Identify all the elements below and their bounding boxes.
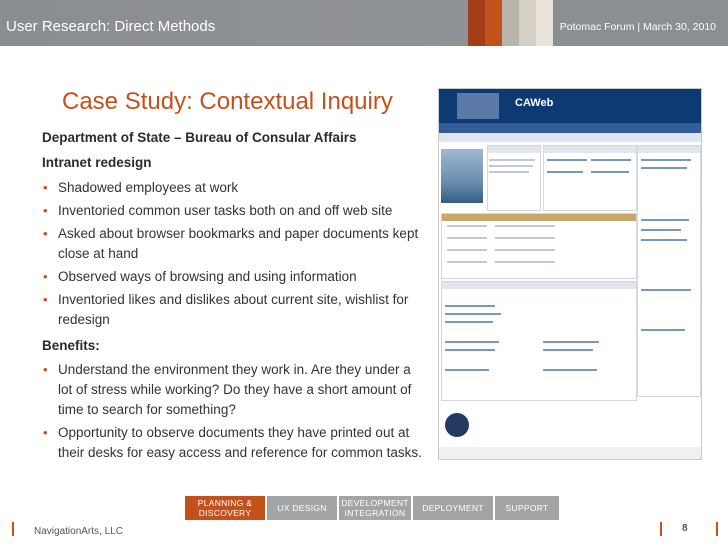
bullet-text: Inventoried likes and dislikes about current site, wishlist for redesign bbox=[58, 292, 409, 327]
state-department-seal-icon bbox=[445, 413, 469, 437]
slide-title: Case Study: Contextual Inquiry bbox=[62, 88, 393, 115]
screenshot-box-header bbox=[544, 146, 636, 153]
screenshot-footer bbox=[439, 447, 701, 459]
bullet-dot-icon: • bbox=[43, 362, 48, 377]
screenshot-header-tabs bbox=[457, 93, 499, 119]
screenshot-text-line bbox=[489, 171, 529, 173]
screenshot-link-line bbox=[641, 229, 681, 231]
screenshot-link-line bbox=[641, 289, 691, 291]
bullet-item bbox=[42, 178, 422, 198]
screenshot-box-header bbox=[488, 146, 540, 153]
method-bullet-list bbox=[42, 178, 422, 333]
bullet-dot-icon: • bbox=[43, 180, 48, 195]
benefit-item bbox=[42, 423, 422, 463]
bullet-item bbox=[42, 290, 422, 330]
screenshot-box-header bbox=[638, 146, 700, 153]
screenshot-link-line bbox=[445, 305, 495, 307]
footer-right-pipe bbox=[660, 522, 662, 536]
screenshot-text-line bbox=[447, 249, 487, 251]
screenshot-link-line bbox=[641, 329, 685, 331]
bullet-item bbox=[42, 201, 422, 221]
screenshot-text-line bbox=[495, 237, 555, 239]
bullet-item bbox=[42, 224, 422, 264]
nav-step-label: DEPLOYMENT bbox=[422, 503, 484, 513]
screenshot-search-form bbox=[441, 213, 637, 279]
screenshot-link-line bbox=[547, 171, 583, 173]
nav-step-ux-design[interactable] bbox=[267, 496, 337, 520]
screenshot-link-line bbox=[543, 341, 599, 343]
screenshot-link-line bbox=[547, 159, 587, 161]
bullet-text: Asked about browser bookmarks and paper documents kept close at hand bbox=[58, 226, 419, 261]
screenshot-nav-bar bbox=[439, 123, 701, 133]
bullet-dot-icon: • bbox=[43, 269, 48, 284]
screenshot-link-line bbox=[591, 159, 631, 161]
screenshot-box-header bbox=[442, 282, 636, 289]
screenshot-link-line bbox=[543, 349, 593, 351]
nav-step-development-integration[interactable] bbox=[339, 496, 411, 520]
screenshot-link-line bbox=[641, 167, 687, 169]
screenshot-link-line bbox=[591, 171, 629, 173]
organization-heading: Department of State – Bureau of Consular Affairs bbox=[42, 130, 357, 145]
header-title-segment bbox=[0, 0, 468, 46]
screenshot-site-logo: CAWeb bbox=[515, 97, 554, 109]
nav-step-label bbox=[198, 498, 253, 518]
bullet-text: Shadowed employees at work bbox=[58, 180, 239, 195]
screenshot-link-line bbox=[445, 321, 493, 323]
screenshot-box-header bbox=[442, 214, 636, 221]
nav-step-support[interactable] bbox=[495, 496, 559, 520]
screenshot-text-line bbox=[447, 225, 487, 227]
screenshot-news-box bbox=[487, 145, 541, 211]
screenshot-link-line bbox=[641, 219, 689, 221]
header-color-stripes bbox=[468, 0, 553, 46]
nav-step-label: SUPPORT bbox=[505, 503, 549, 513]
nav-step-label-line: DISCOVERY bbox=[198, 508, 252, 518]
screenshot-text-line bbox=[489, 165, 533, 167]
header-stripe bbox=[485, 0, 502, 46]
header-stripe bbox=[519, 0, 536, 46]
benefit-text: Understand the environment they work in. Are they under a lot of stress while working? Do they have a short amount of time to search for something? bbox=[58, 362, 412, 417]
header-bar bbox=[0, 0, 728, 46]
header-stripe bbox=[502, 0, 519, 46]
company-name: NavigationArts, LLC bbox=[34, 526, 123, 537]
screenshot-text-line bbox=[489, 159, 535, 161]
screenshot-text-line bbox=[495, 249, 555, 251]
bullet-dot-icon: • bbox=[43, 226, 48, 241]
screenshot-text-line bbox=[495, 261, 555, 263]
nav-step-label bbox=[341, 498, 409, 518]
nav-step-label: UX DESIGN bbox=[277, 503, 327, 513]
project-subtitle: Intranet redesign bbox=[42, 155, 152, 170]
screenshot-subnav bbox=[439, 133, 701, 142]
benefit-text: Opportunity to observe documents they have printed out at their desks for easy access and reference for common tasks. bbox=[58, 425, 422, 460]
screenshot-link-line bbox=[445, 369, 489, 371]
bullet-dot-icon: • bbox=[43, 292, 48, 307]
deck-meta: Potomac Forum | March 30, 2010 bbox=[559, 21, 716, 33]
page-number: 8 bbox=[682, 523, 688, 534]
nav-step-planning-discovery[interactable] bbox=[185, 496, 265, 520]
nav-step-label-line: PLANNING & bbox=[197, 498, 253, 508]
screenshot-text-line bbox=[447, 261, 487, 263]
screenshot-link-line bbox=[641, 239, 687, 241]
intranet-screenshot bbox=[438, 88, 702, 460]
nav-step-label-line: INTEGRATION bbox=[344, 508, 406, 518]
benefit-item bbox=[42, 360, 422, 420]
bullet-text: Observed ways of browsing and using information bbox=[58, 269, 357, 284]
screenshot-sidebar-box bbox=[637, 145, 701, 397]
bullet-item bbox=[42, 267, 422, 287]
screenshot-text-line bbox=[495, 225, 555, 227]
nav-step-label-line: DEVELOPMENT bbox=[341, 498, 409, 508]
deck-title: User Research: Direct Methods bbox=[6, 18, 216, 35]
header-stripe bbox=[468, 0, 485, 46]
bullet-dot-icon: • bbox=[43, 203, 48, 218]
screenshot-link-line bbox=[445, 349, 495, 351]
screenshot-text-line bbox=[447, 237, 487, 239]
benefits-bullet-list bbox=[42, 360, 422, 466]
header-meta-segment bbox=[553, 0, 728, 46]
screenshot-link-line bbox=[543, 369, 597, 371]
screenshot-link-line bbox=[445, 313, 501, 315]
footer-left-pipe bbox=[12, 522, 14, 536]
screenshot-link-line bbox=[641, 159, 691, 161]
bullet-text: Inventoried common user tasks both on and off web site bbox=[58, 203, 393, 218]
nav-step-deployment[interactable] bbox=[413, 496, 493, 520]
footer-edge-pipe bbox=[716, 522, 718, 536]
header-stripe bbox=[536, 0, 553, 46]
screenshot-link-line bbox=[445, 341, 499, 343]
screenshot-updates-box bbox=[543, 145, 637, 211]
benefits-heading: Benefits: bbox=[42, 338, 100, 353]
statue-of-liberty-image bbox=[441, 149, 483, 203]
bullet-dot-icon: • bbox=[43, 425, 48, 440]
